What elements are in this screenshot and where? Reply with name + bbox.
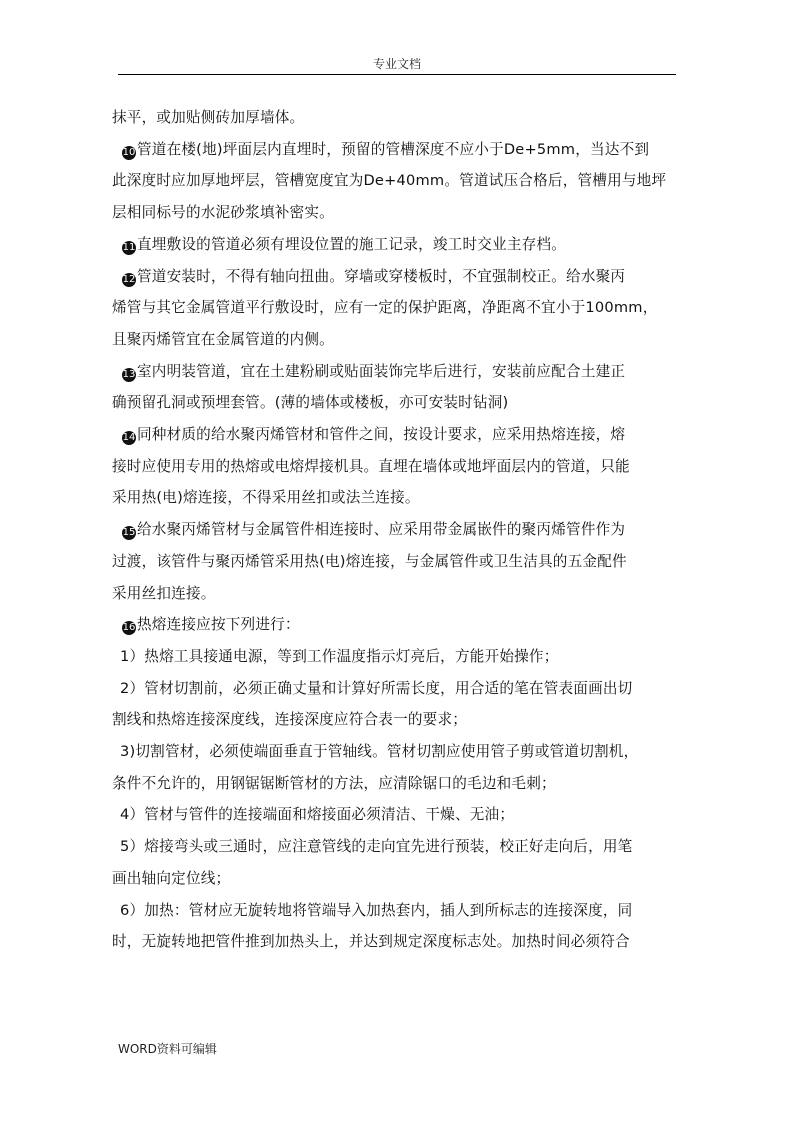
text-line: 画出轴向定位线； — [112, 869, 231, 887]
numbered-bullet-icon: 11 — [122, 241, 136, 253]
text-line: 直埋敷设的管道必须有埋设位置的施工记录，竣工时交业主存档。 — [137, 235, 567, 253]
text-line: 烯管与其它金属管道平行敷设时，应有一定的保护距离，净距离不宜小于100mm， — [112, 299, 658, 317]
text-line: 条件不允许的，用钢锯锯断管材的方法，应清除锯口的毛边和毛刺； — [112, 774, 556, 792]
numbered-bullet-icon: 14 — [122, 432, 136, 444]
text-line: 此深度时应加厚地坪层，管槽宽度宜为De+40mm。管道试压合格后，管槽用与地坪 — [112, 172, 667, 190]
list-item-paragraph-start — [112, 609, 678, 641]
list-item-paragraph-start — [112, 229, 678, 261]
step-line: 1）热熔工具接通电源，等到工作温度指示灯亮后，方能开始操作； — [120, 647, 559, 665]
page-header-title: 专业文档 — [372, 57, 421, 71]
numbered-bullet-icon: 13 — [122, 368, 136, 380]
step-line: 3)切割管材，必须使端面垂直于管轴线。管材切割应使用管子剪或管道切割机， — [120, 743, 639, 761]
text-line: 采用热(电)熔连接，不得采用丝扣或法兰连接。 — [112, 489, 420, 507]
text-line: 室内明装管道，宜在土建粉刷或贴面装饰完毕后进行，安装前应配合土建正 — [137, 362, 626, 380]
text-line: 且聚丙烯管宜在金属管道的内侧。 — [112, 330, 334, 348]
text-line: 管道安装时，不得有轴向扭曲。穿墙或穿楼板时，不宜强制校正。给水聚丙 — [137, 267, 626, 285]
text-line: 接时应使用专用的热熔或电熔焊接机具。直埋在墙体或地坪面层内的管道，只能 — [112, 457, 630, 475]
text-line: 给水聚丙烯管材与金属管件相连接时、应采用带金属嵌件的聚丙烯管件作为 — [137, 521, 626, 539]
numbered-bullet-icon: 12 — [122, 273, 136, 285]
text-line: 管道在楼(地)坪面层内直埋时，预留的管槽深度不应小于De+5mm，当达不到 — [137, 140, 650, 158]
header-divider — [118, 74, 676, 75]
list-item-paragraph-start — [112, 514, 678, 546]
text-line: 层相同标号的水泥砂浆填补密实。 — [112, 204, 334, 222]
text-line: 过渡，该管件与聚丙烯管采用热(电)熔连接，与金属管件或卫生洁具的五金配件 — [112, 552, 627, 570]
list-item-paragraph-start — [112, 261, 678, 293]
text-line: 抹平，或加贴侧砖加厚墙体。 — [112, 109, 305, 126]
text-line: 采用丝扣连接。 — [112, 584, 216, 602]
numbered-bullet-icon: 10 — [122, 146, 136, 158]
text-line: 确预留孔洞或预埋套管。(薄的墙体或楼板，亦可安装时钻洞) — [112, 394, 509, 412]
page-footer-text: WORD资料可编辑 — [118, 1042, 217, 1056]
list-item-paragraph-start — [112, 419, 678, 451]
text-line: 时，无旋转地把管件推到加热头上，并达到规定深度标志处。加热时间必须符合 — [112, 933, 630, 951]
numbered-bullet-icon: 15 — [122, 527, 136, 539]
text-line: 热熔连接应按下列进行： — [137, 616, 300, 634]
text-line: 割线和热熔连接深度线，连接深度应符合表一的要求； — [112, 711, 468, 729]
step-line: 6）加热：管材应无旋转地将管端导入加热套内，插人到所标志的连接深度，同 — [120, 901, 633, 919]
numbered-bullet-icon: 16 — [122, 622, 136, 634]
step-line: 4）管材与管件的连接端面和熔接面必须清洁、干燥、无油； — [120, 806, 515, 824]
text-line: 同种材质的给水聚丙烯管材和管件之间，按设计要求，应采用热熔连接，熔 — [137, 426, 626, 444]
document-body — [112, 102, 678, 958]
list-item-paragraph-start — [112, 134, 678, 166]
step-line: 2）管材切割前，必须正确丈量和计算好所需长度，用合适的笔在管表面画出切 — [120, 679, 633, 697]
list-item-paragraph-start — [112, 356, 678, 388]
step-line: 5）熔接弯头或三通时，应注意管线的走向宜先进行预装，校正好走向后，用笔 — [120, 838, 633, 856]
